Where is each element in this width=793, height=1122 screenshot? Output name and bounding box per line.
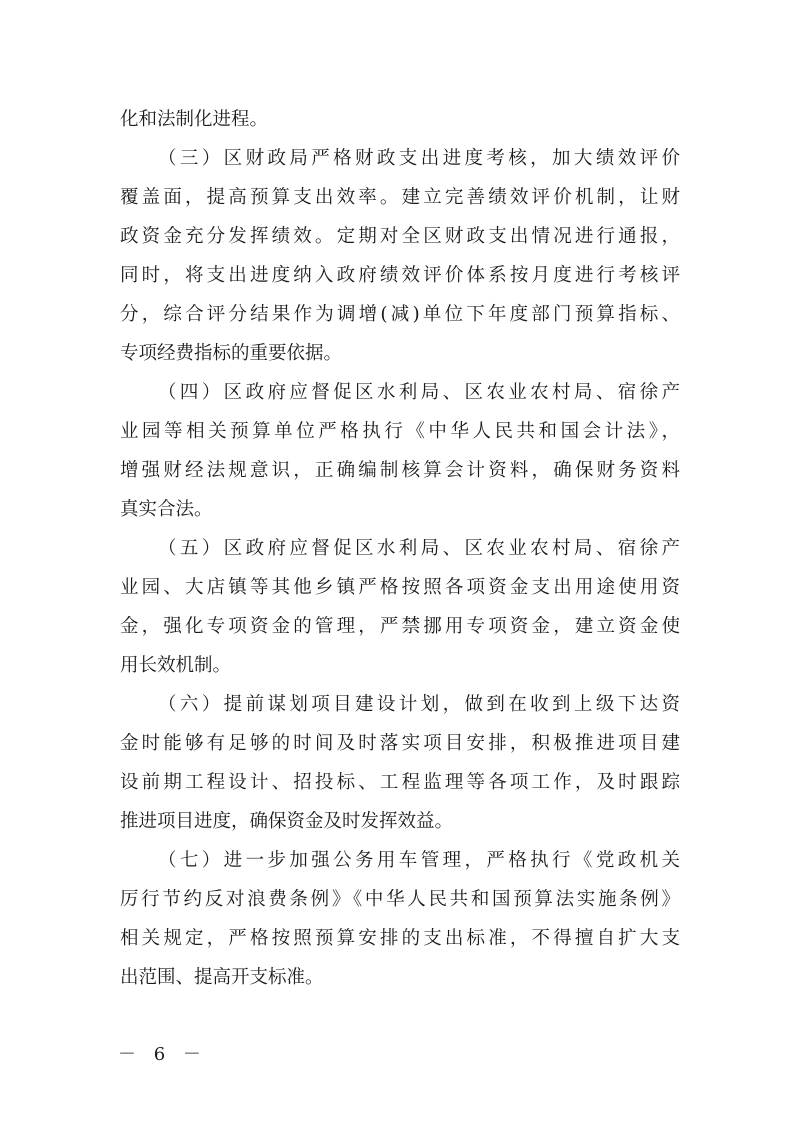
text-line: （三）区财政局严格财政支出进度考核，加大绩效评价 <box>158 148 680 169</box>
text-line: 增强财经法规意识，正确编制核算会计资料，确保财务资料 <box>120 460 680 481</box>
text-line: 政资金充分发挥绩效。定期对全区财政支出情况进行通报， <box>120 226 680 247</box>
text-line: 设前期工程设计、招投标、工程监理等各项工作，及时跟踪 <box>120 772 680 793</box>
text-line: （五）区政府应督促区水利局、区农业农村局、宿徐产 <box>158 538 680 559</box>
text-line: 相关规定，严格按照预算安排的支出标准，不得擅自扩大支 <box>120 928 680 949</box>
text-line: 推进项目进度，确保资金及时发挥效益。 <box>120 811 454 832</box>
paragraph-continuation <box>120 100 680 139</box>
paragraph-item-6 <box>120 685 680 841</box>
text-line: 分，综合评分结果作为调增(减)单位下年度部门预算指标、 <box>120 304 680 325</box>
text-line: 同时，将支出进度纳入政府绩效评价体系按月度进行考核评 <box>120 265 680 286</box>
text-line: 出范围、提高开支标准。 <box>120 967 324 988</box>
text-line: 业园等相关预算单位严格执行《中华人民共和国会计法》， <box>120 421 680 442</box>
text-line: 真实合法。 <box>120 499 213 520</box>
page-number: － 6 － <box>118 1044 207 1065</box>
text-line: （七）进一步加强公务用车管理，严格执行《党政机关 <box>158 850 680 871</box>
text-line: 金，强化专项资金的管理，严禁挪用专项资金，建立资金使 <box>120 616 680 637</box>
text-line: 覆盖面，提高预算支出效率。建立完善绩效评价机制，让财 <box>120 187 680 208</box>
text-line: 专项经费指标的重要依据。 <box>120 343 343 364</box>
text-line: 化和法制化进程。 <box>120 109 269 130</box>
paragraph-item-7 <box>120 841 680 997</box>
paragraph-item-5 <box>120 529 680 685</box>
text-line: 业园、大店镇等其他乡镇严格按照各项资金支出用途使用资 <box>120 577 680 598</box>
document-body <box>120 100 680 997</box>
text-line: 金时能够有足够的时间及时落实项目安排，积极推进项目建 <box>120 733 680 754</box>
paragraph-item-3 <box>120 139 680 373</box>
text-line: （四）区政府应督促区水利局、区农业农村局、宿徐产 <box>158 382 680 403</box>
text-line: 用长效机制。 <box>120 655 232 676</box>
text-line: 厉行节约反对浪费条例》《中华人民共和国预算法实施条例》 <box>120 889 680 910</box>
text-line: （六）提前谋划项目建设计划，做到在收到上级下达资 <box>158 694 680 715</box>
paragraph-item-4 <box>120 373 680 529</box>
